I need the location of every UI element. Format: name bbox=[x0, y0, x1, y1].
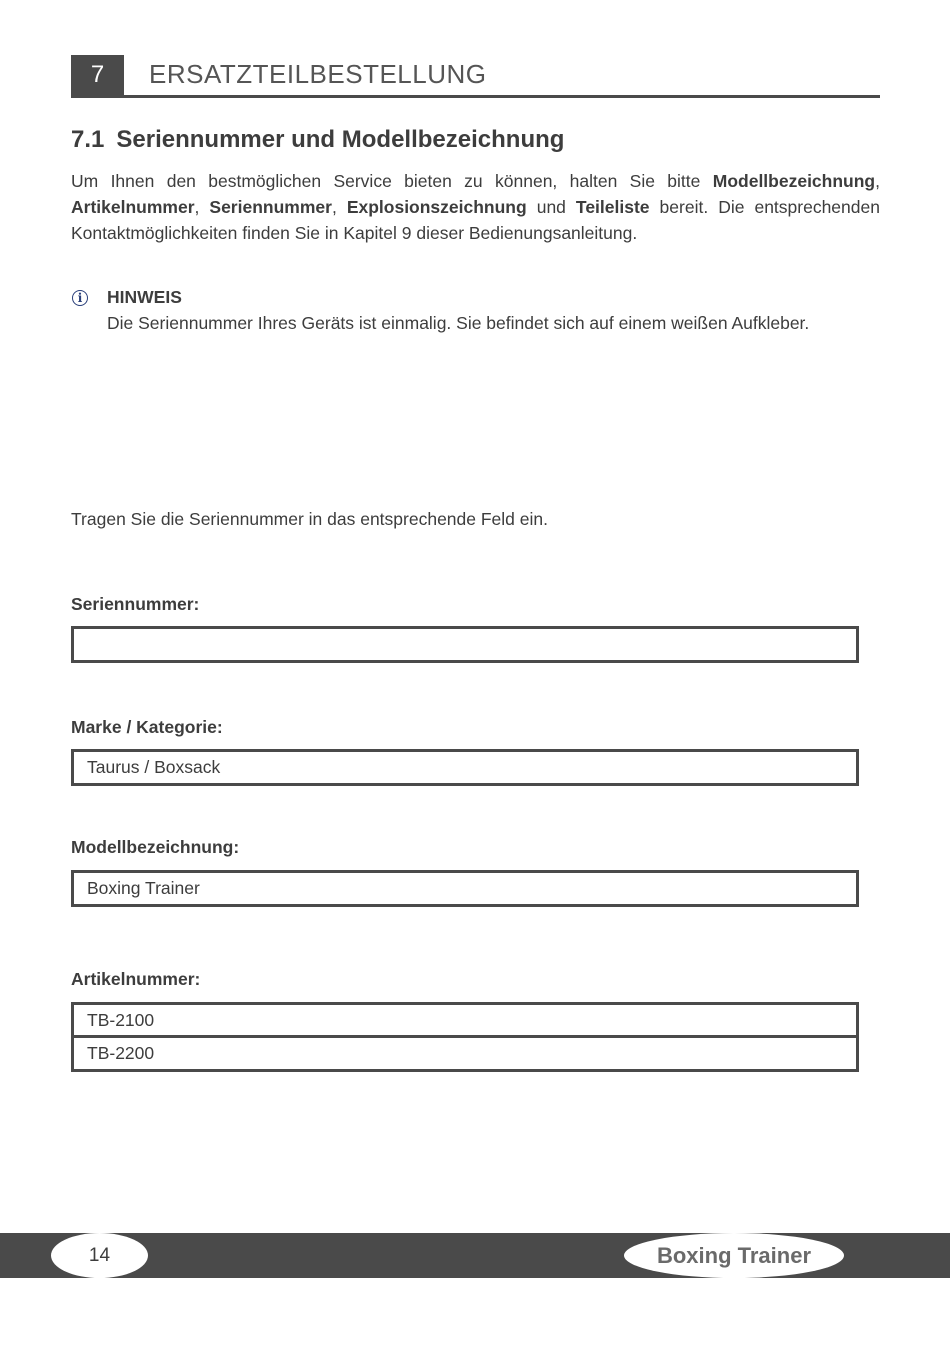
intro-text: , bbox=[194, 197, 210, 217]
intro-emphasis: Modellbezeichnung bbox=[712, 171, 876, 191]
intro-text: , bbox=[331, 197, 347, 217]
article-field-row: TB-2100 bbox=[71, 1002, 859, 1038]
serial-field[interactable] bbox=[71, 626, 859, 663]
instruction-text: Tragen Sie die Seriennummer in das entsprechende Feld ein. bbox=[71, 509, 548, 529]
intro-paragraph bbox=[71, 168, 880, 246]
model-label: Modellbezeichnung: bbox=[71, 837, 240, 857]
model-field: Boxing Trainer bbox=[71, 870, 859, 907]
section-heading: Seriennummer und Modellbezeichnung bbox=[116, 126, 565, 153]
intro-text: und bbox=[526, 197, 576, 217]
intro-text: Um Ihnen den bestmöglichen Service bieten zu können, halten Sie bitte bbox=[71, 171, 713, 191]
intro-emphasis: Seriennummer bbox=[209, 197, 332, 217]
intro-text: , bbox=[875, 171, 880, 191]
footer-brand: Boxing Trainer bbox=[624, 1233, 844, 1278]
intro-emphasis: Explosionszeichnung bbox=[346, 197, 527, 217]
brand-field: Taurus / Boxsack bbox=[71, 749, 859, 786]
section-number: 7.1 bbox=[71, 126, 105, 153]
info-icon: i bbox=[72, 290, 88, 306]
chapter-header bbox=[71, 55, 880, 98]
serial-label: Seriennummer: bbox=[71, 594, 200, 614]
chapter-number: 7 bbox=[71, 55, 124, 95]
intro-emphasis: Artikelnummer bbox=[71, 197, 195, 217]
brand-label: Marke / Kategorie: bbox=[71, 717, 223, 737]
section-title bbox=[71, 126, 564, 154]
chapter-title: ERSATZTEILBESTELLUNG bbox=[149, 59, 487, 89]
article-field-row: TB-2200 bbox=[71, 1035, 859, 1072]
note-text: Die Seriennummer Ihres Geräts ist einmalig. Sie befindet sich auf einem weißen Aufkleber. bbox=[107, 313, 810, 333]
intro-emphasis: Teileliste bbox=[575, 197, 650, 217]
intro-text: bereit. Die entsprechenden Kontaktmöglichkeiten finden Sie in Kapitel 9 dieser Bedienungsanleitung. bbox=[71, 197, 880, 243]
page-number: 14 bbox=[51, 1233, 148, 1278]
chapter-divider bbox=[71, 95, 880, 98]
note-heading: HINWEIS bbox=[107, 287, 182, 307]
article-label: Artikelnummer: bbox=[71, 969, 201, 989]
